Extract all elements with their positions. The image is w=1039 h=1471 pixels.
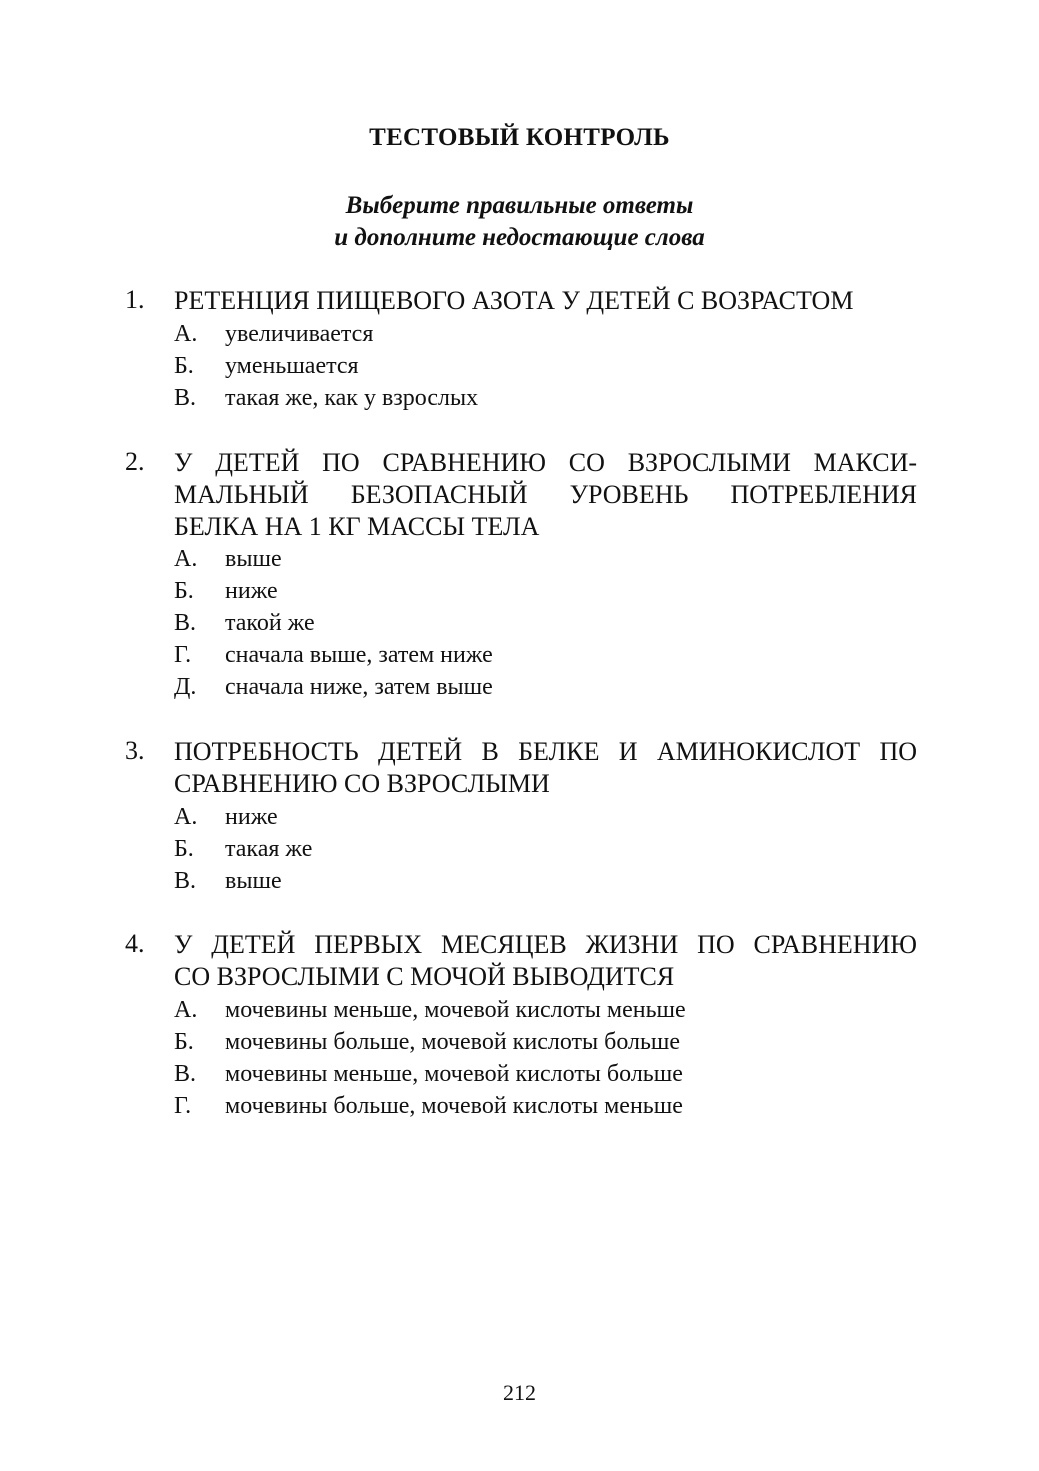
answer-text: мочевины меньше, мочевой кислоты меньше: [225, 997, 686, 1023]
answer-text: мочевины больше, мочевой кислоты больше: [225, 1029, 681, 1055]
answer-letter: В.: [174, 610, 197, 636]
question-text: [174, 447, 917, 543]
question-text-line: У ДЕТЕЙ ПО СРАВНЕНИЮ СО ВЗРОСЛЫМИ МАКСИ-: [174, 448, 917, 477]
answer-letter: Б.: [174, 1029, 194, 1055]
answer-text: такой же: [225, 610, 315, 636]
answer-letter: Г.: [174, 1093, 192, 1119]
answer-text: мочевины больше, мочевой кислоты меньше: [225, 1093, 683, 1119]
answer-text: ниже: [225, 578, 278, 604]
answer-letter: А.: [174, 804, 198, 830]
question-text-line: ПОТРЕБНОСТЬ ДЕТЕЙ В БЕЛКЕ И АМИНОКИСЛОТ ПО: [174, 737, 917, 766]
answer-letter: А.: [174, 321, 198, 347]
answer-text: выше: [225, 868, 282, 894]
question-text: [174, 285, 917, 317]
answer-letter: А.: [174, 997, 198, 1023]
answer-letter: В.: [174, 1061, 197, 1087]
question-number: 2.: [125, 447, 145, 476]
instruction-line-1: Выберите правильные ответы: [345, 192, 694, 219]
question-text-line: У ДЕТЕЙ ПЕРВЫХ МЕСЯЦЕВ ЖИЗНИ ПО СРАВНЕНИЮ: [174, 930, 917, 959]
answer-letter: Б.: [174, 836, 194, 862]
question-text-line: СРАВНЕНИЮ СО ВЗРОСЛЫМИ: [174, 769, 550, 798]
page-title: ТЕСТОВЫЙ КОНТРОЛЬ: [369, 124, 670, 151]
question-number: 4.: [125, 929, 145, 958]
answer-letter: Б.: [174, 578, 194, 604]
answer-letter: А.: [174, 546, 198, 572]
page-number: 212: [503, 1380, 536, 1405]
answer-text: уменьшается: [225, 353, 359, 379]
answer-text: выше: [225, 546, 282, 572]
question-text: [174, 929, 917, 993]
answer-text: такая же: [225, 836, 313, 862]
instruction-line-2: и дополните недостающие слова: [334, 224, 705, 251]
answer-text: сначала выше, затем ниже: [225, 642, 493, 668]
question-text-line: РЕТЕНЦИЯ ПИЩЕВОГО АЗОТА У ДЕТЕЙ С ВОЗРАСТОМ: [174, 286, 854, 315]
question-number: 1.: [125, 285, 145, 314]
answer-text: такая же, как у взрослых: [225, 385, 479, 411]
question-text-line: МАЛЬНЫЙ БЕЗОПАСНЫЙ УРОВЕНЬ ПОТРЕБЛЕНИЯ: [174, 480, 917, 509]
answer-text: сначала ниже, затем выше: [225, 674, 493, 700]
answer-text: мочевины меньше, мочевой кислоты больше: [225, 1061, 683, 1087]
question-text-line: СО ВЗРОСЛЫМИ С МОЧОЙ ВЫВОДИТСЯ: [174, 962, 675, 991]
answer-text: ниже: [225, 804, 278, 830]
answer-letter: В.: [174, 385, 197, 411]
answer-letter: В.: [174, 868, 197, 894]
question-text-line: БЕЛКА НА 1 КГ МАССЫ ТЕЛА: [174, 512, 540, 541]
answer-text: увеличивается: [225, 321, 374, 347]
answer-letter: Д.: [174, 674, 197, 700]
question-number: 3.: [125, 736, 145, 765]
question-text: [174, 736, 917, 800]
answer-letter: Г.: [174, 642, 192, 668]
answer-letter: Б.: [174, 353, 194, 379]
